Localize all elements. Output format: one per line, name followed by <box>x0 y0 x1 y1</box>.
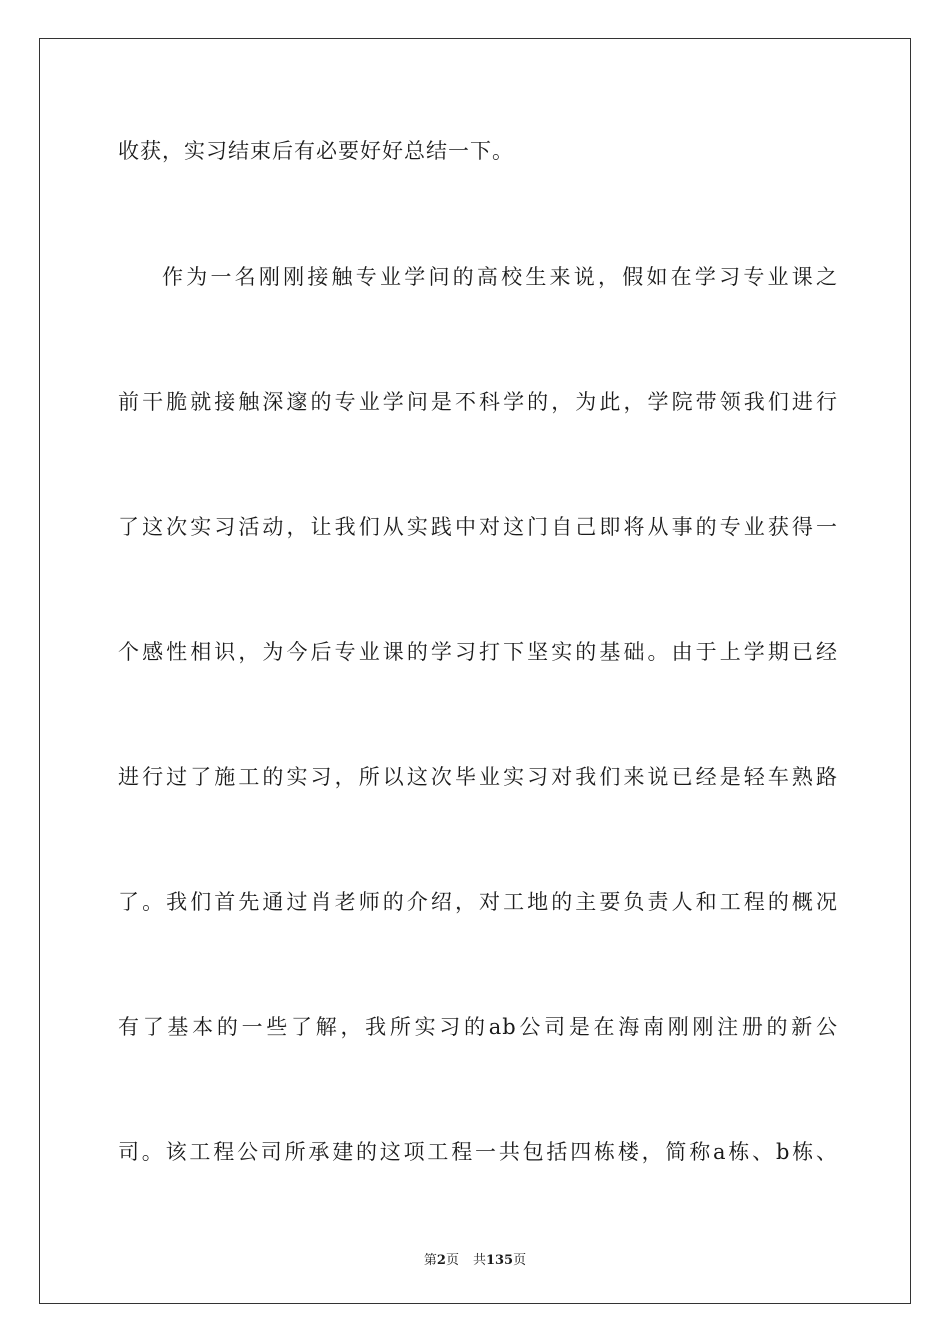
paragraph-line-5: 个感性相识，为今后专业课的学习打下坚实的基础。由于上学期已经 <box>118 640 838 664</box>
paragraph-line-8: 有了基本的一些了解，我所实习的ab公司是在海南刚刚注册的新公 <box>118 1015 838 1039</box>
paragraph-line-7: 了。我们首先通过肖老师的介绍，对工地的主要负责人和工程的概况 <box>118 890 838 914</box>
paragraph-line-3: 前干脆就接触深邃的专业学问是不科学的，为此，学院带领我们进行 <box>118 390 838 414</box>
total-label-suffix: 页 <box>513 1253 527 1268</box>
page-border <box>39 38 911 1304</box>
total-label-prefix: 共 <box>472 1253 486 1268</box>
paragraph-line-2: 作为一名刚刚接触专业学问的高校生来说，假如在学习专业课之 <box>162 265 838 289</box>
total-pages: 135 <box>485 1253 514 1268</box>
page-label-suffix: 页 <box>445 1253 459 1268</box>
paragraph-line-9: 司。该工程公司所承建的这项工程一共包括四栋楼，简称a栋、b栋、 <box>118 1140 838 1164</box>
page-footer <box>0 1249 950 1268</box>
page-number: 2 <box>436 1253 446 1268</box>
page-label-prefix: 第 <box>423 1253 437 1268</box>
paragraph-line-6: 进行过了施工的实习，所以这次毕业实习对我们来说已经是轻车熟路 <box>118 765 838 789</box>
paragraph-line-1: 收获，实习结束后有必要好好总结一下。 <box>118 139 514 163</box>
paragraph-line-4: 了这次实习活动，让我们从实践中对这门自己即将从事的专业获得一 <box>118 515 838 539</box>
